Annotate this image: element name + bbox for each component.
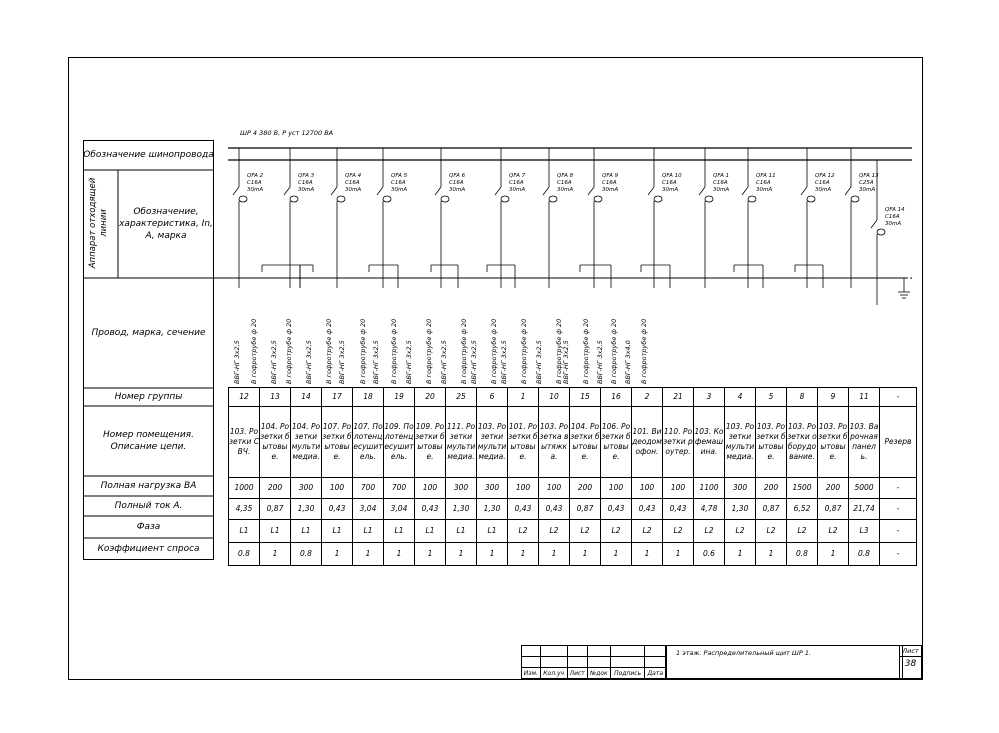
rcd-symbol [594,196,602,202]
cell-room: 103. Розетка вытяжка. [539,407,570,478]
cell-room: 101. Розетки бытовые. [508,407,539,478]
rcd-symbol [239,196,247,202]
breaker-name: QFA 7 [509,173,526,179]
breaker-rating: C16A [345,180,360,186]
breaker-name: QFA 2 [247,173,264,179]
cell-current: 0,43 [601,499,632,520]
label-busbar: Обозначение шинопровода [83,150,214,160]
breaker-rating: C16A [713,180,728,186]
cell-phase: - [880,520,917,543]
wire-line [435,187,441,195]
cell-load: 1000 [229,478,260,499]
cell-room: 107. Полотенцесушитель. [353,407,384,478]
cell-phase: L1 [446,520,477,543]
cell-group: 3 [694,388,725,407]
circuit-table [228,387,917,566]
rcd-symbol [290,196,298,202]
cell-group: 5 [756,388,787,407]
cell-demand: 0.8 [229,543,260,566]
cell-current: 0,43 [663,499,694,520]
wire-spec: ВВГ-НГ 3х2,5 [270,340,278,384]
wire-line [377,187,383,195]
cell-group: 11 [849,388,880,407]
cell-current: 0,43 [632,499,663,520]
cell-load: 200 [818,478,849,499]
cell-demand: 1 [353,543,384,566]
wire-spec: В гофротрубе ф 20 [285,318,293,384]
breaker-name: QFA 4 [345,173,362,179]
rcd-symbol [549,196,557,202]
cell-phase: L1 [260,520,291,543]
label-room: Номер помещения. Описание цепи. [103,430,194,452]
wire-spec: ВВГ-НГ 3х2,5 [596,340,604,384]
breaker-name: QFA 14 [885,207,905,213]
cell-group: 16 [601,388,632,407]
cell-phase: L2 [570,520,601,543]
breaker-label [298,173,314,194]
cell-room: 107. Розетки бытовые. [322,407,353,478]
cell-group: 17 [322,388,353,407]
breaker-name: QFA 13 [859,173,879,179]
cell-group: 21 [663,388,694,407]
wire-line [699,187,705,195]
breaker-rcd: 30mA [713,187,730,193]
cell-phase: L1 [353,520,384,543]
cell-load: 200 [260,478,291,499]
title-head: Кол.уч [540,668,567,679]
breaker-name: QFA 12 [815,173,835,179]
breaker-rating: C16A [662,180,677,186]
breaker-rating: C16A [602,180,617,186]
rcd-symbol [654,196,662,202]
wire-spec: ВВГ-НГ 3х2,5 [338,340,346,384]
cell-demand: 0.8 [787,543,818,566]
rcd-symbol [501,196,509,202]
breaker-rcd: 30mA [602,187,619,193]
cell-room: 111. Розетки мультимедиа. [446,407,477,478]
rcd-symbol [807,196,815,202]
cell-load: 100 [508,478,539,499]
cell-load: 100 [663,478,694,499]
cell-load: 1500 [787,478,818,499]
breaker-name: QFA 8 [557,173,574,179]
wire-spec: В гофротрубе ф 20 [250,318,258,384]
cell-room: 110. Розетки роутер. [663,407,694,478]
wire-line [543,187,549,195]
cell-phase: L1 [322,520,353,543]
breaker-name: QFA 3 [298,173,315,179]
cell-current: 0,43 [322,499,353,520]
breaker-name: QFA 5 [391,173,408,179]
cell-phase: L2 [725,520,756,543]
breaker-rcd: 30mA [449,187,466,193]
cell-load: 700 [353,478,384,499]
title-head: Лист [567,668,587,679]
cell-phase: L3 [849,520,880,543]
cell-room: 103. Розетки бытовые. [818,407,849,478]
wire-line [801,187,807,195]
cell-current: 1,30 [477,499,508,520]
cell-current: 3,04 [353,499,384,520]
breaker-label [756,173,776,194]
table-row-current [229,499,917,520]
cell-demand: 1 [508,543,539,566]
cell-load: 100 [601,478,632,499]
cell-phase: L1 [415,520,446,543]
cell-current: 1,30 [725,499,756,520]
cell-current: - [880,499,917,520]
breaker-rcd: 30mA [247,187,264,193]
breaker-rcd: 30mA [557,187,574,193]
breaker-rcd: 30mA [298,187,315,193]
wire-line [588,187,594,195]
cell-demand: 1 [725,543,756,566]
table-row-demand [229,543,917,566]
wire-spec: ВВГ-НГ 3х2,5 [535,340,543,384]
breaker-rcd: 30mA [509,187,526,193]
panel-header: ШР 4 380 В, Р уст 12700 ВА [240,129,334,137]
cell-phase: L2 [508,520,539,543]
cell-current: 1,30 [291,499,322,520]
wire-line [331,187,337,195]
cell-load: 200 [570,478,601,499]
cell-demand: - [880,543,917,566]
cell-room: 103. Кофемашина. [694,407,725,478]
label-apparatus-side: Аппарат отходящей линии [88,177,109,269]
wire-spec: ВВГ-НГ 3х2,5 [470,340,478,384]
cell-current: 0,87 [818,499,849,520]
rcd-symbol [877,229,885,235]
cell-demand: 1 [539,543,570,566]
sheet-number: 38 [904,659,917,669]
breaker-rcd: 30mA [662,187,679,193]
cell-load: 1100 [694,478,725,499]
cell-phase: L1 [477,520,508,543]
cell-demand: 0.6 [694,543,725,566]
title-head: №док [587,668,610,679]
breaker-label [345,173,361,194]
breaker-rcd: 30mA [885,221,902,227]
cell-room: 104. Розетки бытовые. [260,407,291,478]
rcd-symbol [383,196,391,202]
breaker-rating: C16A [298,180,313,186]
cell-demand: 1 [756,543,787,566]
cell-room: 103. Розетки мультимедиа. [477,407,508,478]
table-row-group [229,388,917,407]
cell-current: 0,43 [508,499,539,520]
cell-phase: L2 [694,520,725,543]
rcd-symbol [851,196,859,202]
label-group: Номер группы [114,392,183,402]
breaker-name: QFA 10 [662,173,682,179]
breaker-label [509,173,525,194]
breaker-label [713,173,729,194]
cell-phase: L2 [539,520,570,543]
breaker-label [391,173,407,194]
label-apparatus: Обозначение, характеристика, In, A, марка [119,207,213,241]
drawing-title: 1 этаж. Распределительный щит ШР 1. [676,649,812,657]
cell-room: 101. Видеодомофон. [632,407,663,478]
breaker-rating: C16A [509,180,524,186]
breaker-label [247,173,263,194]
wire-line [871,220,877,228]
breaker-rcd: 30mA [815,187,832,193]
breaker-name: QFA 6 [449,173,466,179]
cell-demand: 1 [446,543,477,566]
table-row-room [229,407,917,478]
cell-group: 8 [787,388,818,407]
breaker-rcd: 30mA [391,187,408,193]
cell-group: 25 [446,388,477,407]
cell-current: 21,74 [849,499,880,520]
title-head: Изм. [522,668,541,679]
breaker-label [885,207,905,228]
wire-spec: В гофротрубе ф 20 [390,318,398,384]
cell-current: 0,43 [539,499,570,520]
title-head: Дата [645,668,666,679]
wire-line [648,187,654,195]
cell-load: 300 [725,478,756,499]
cell-room: 104. Розетки бытовые. [570,407,601,478]
cell-phase: L2 [663,520,694,543]
wire-spec: В гофротрубе ф 20 [582,318,590,384]
breaker-label [859,173,879,194]
breaker-rcd: 30mA [859,187,876,193]
cell-current: 3,04 [384,499,415,520]
cell-load: 100 [632,478,663,499]
wire-spec: В гофротрубе ф 20 [325,318,333,384]
rcd-symbol [705,196,713,202]
cell-load: 5000 [849,478,880,499]
breaker-rating: C16A [449,180,464,186]
cell-room: 106. Розетки бытовые. [601,407,632,478]
cell-group: 14 [291,388,322,407]
breaker-rating: C16A [247,180,262,186]
cell-room: 109. Розетки бытовые. [415,407,446,478]
rcd-symbol [441,196,449,202]
cell-demand: 1 [477,543,508,566]
cell-demand: 1 [818,543,849,566]
cell-group: - [880,388,917,407]
rcd-symbol [748,196,756,202]
cell-load: 300 [446,478,477,499]
label-phase: Фаза [136,522,161,532]
cell-room: 103. Розетки мультимедиа. [725,407,756,478]
cell-phase: L1 [384,520,415,543]
cell-demand: 1 [570,543,601,566]
cell-room: 103. Розетки СВЧ. [229,407,260,478]
cell-current: 0,43 [415,499,446,520]
table-row-load [229,478,917,499]
label-wire: Провод, марка, сечение [91,328,206,338]
breaker-label [815,173,835,194]
cell-group: 12 [229,388,260,407]
wire-line [742,187,748,195]
cell-group: 19 [384,388,415,407]
cell-group: 2 [632,388,663,407]
label-load: Полная нагрузка ВА [100,481,197,491]
cell-demand: 1 [632,543,663,566]
wire-spec: ВВГ-НГ 3х2,5 [562,340,570,384]
cell-phase: L2 [601,520,632,543]
breaker-rating: C16A [815,180,830,186]
cell-current: 4,35 [229,499,260,520]
cell-group: 6 [477,388,508,407]
cell-phase: L1 [229,520,260,543]
breaker-label [557,173,573,194]
rcd-symbol [337,196,345,202]
cell-load: 200 [756,478,787,499]
wire-spec: В гофротрубе ф 20 [640,318,648,384]
wire-spec: ВВГ-НГ 3х2,5 [372,340,380,384]
cell-room: 103. Розетки бытовые. [756,407,787,478]
cell-current: 0,87 [756,499,787,520]
breaker-label [662,173,682,194]
cell-current: 0,87 [570,499,601,520]
wire-spec: В гофротрубе ф 20 [490,318,498,384]
cell-current: 0,87 [260,499,291,520]
cell-demand: 0.8 [291,543,322,566]
breaker-rating: C16A [885,214,900,220]
cell-load: 300 [477,478,508,499]
cell-phase: L2 [756,520,787,543]
cell-demand: 1 [663,543,694,566]
cell-group: 13 [260,388,291,407]
cell-group: 1 [508,388,539,407]
cell-load: 700 [384,478,415,499]
label-current: Полный ток А. [114,501,183,511]
wire-spec: ВВГ-НГ 3х2,5 [405,340,413,384]
cell-current: 6,52 [787,499,818,520]
cell-demand: 1 [601,543,632,566]
table-row-phase [229,520,917,543]
cell-room: 103. Розетки оборудование. [787,407,818,478]
wire-spec: В гофротрубе ф 20 [555,318,563,384]
breaker-rating: C16A [391,180,406,186]
breaker-rating: C25A [859,180,874,186]
wire-spec: ВВГ-НГ 3х2,5 [305,340,313,384]
cell-group: 20 [415,388,446,407]
cell-phase: L2 [787,520,818,543]
wire-line [233,187,239,195]
wire-spec: В гофротрубе ф 20 [359,318,367,384]
cell-load: 100 [539,478,570,499]
cell-load: 100 [415,478,446,499]
wire-spec: ВВГ-НГ 3х2,5 [440,340,448,384]
breaker-label [602,173,618,194]
wire-spec: ВВГ-НГ 3х2,5 [500,340,508,384]
cell-demand: 0.8 [849,543,880,566]
breaker-rating: C16A [756,180,771,186]
breaker-name: QFA 11 [756,173,776,179]
cell-demand: 1 [322,543,353,566]
wire-spec: В гофротрубе ф 20 [520,318,528,384]
cell-load: 100 [322,478,353,499]
breaker-rating: C16A [557,180,572,186]
cell-group: 9 [818,388,849,407]
cell-group: 18 [353,388,384,407]
cell-current: 4,78 [694,499,725,520]
label-demand: Коэффициент спроса [97,544,200,554]
wire-spec: В гофротрубе ф 20 [610,318,618,384]
title-block [521,645,921,679]
wire-spec: В гофротрубе ф 20 [460,318,468,384]
cell-current: 1,30 [446,499,477,520]
title-head: Подпись [610,668,645,679]
wire-spec: ВВГ-НГ 3х4,0 [624,340,632,384]
wire-spec: ВВГ-НГ 3х2,5 [233,340,241,384]
breaker-rcd: 30mA [345,187,362,193]
cell-demand: 1 [415,543,446,566]
breaker-rcd: 30mA [756,187,773,193]
wire-line [845,187,851,195]
breaker-name: QFA 9 [602,173,619,179]
cell-load: 300 [291,478,322,499]
wire-line [495,187,501,195]
cell-group: 10 [539,388,570,407]
cell-room: 103. Варочная панель. [849,407,880,478]
cell-group: 4 [725,388,756,407]
breaker-name: QFA 1 [713,173,730,179]
cell-phase: L2 [632,520,663,543]
breaker-label [449,173,465,194]
cell-load: - [880,478,917,499]
cell-room: 104. Розетки мультимедиа. [291,407,322,478]
sheet-label: Лист [899,645,922,657]
cell-group: 15 [570,388,601,407]
cell-phase: L1 [291,520,322,543]
cell-demand: 1 [260,543,291,566]
cell-room: Резерв [880,407,917,478]
wire-line [284,187,290,195]
cell-room: 109. Полотенцесушитель. [384,407,415,478]
wire-spec: В гофротрубе ф 20 [425,318,433,384]
cell-demand: 1 [384,543,415,566]
cell-phase: L2 [818,520,849,543]
